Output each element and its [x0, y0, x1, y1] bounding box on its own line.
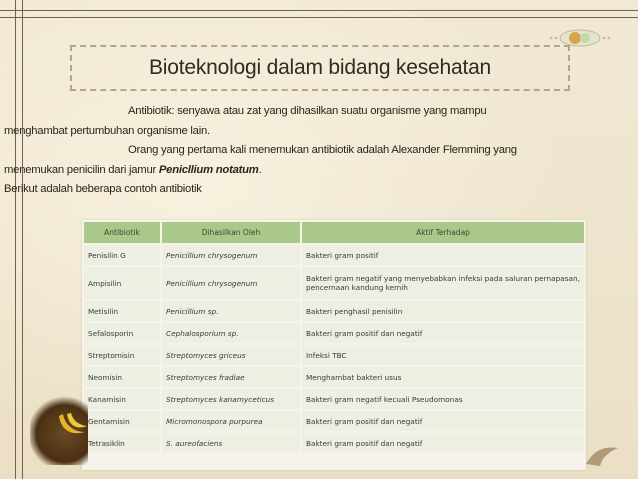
corner-ornament-icon [582, 440, 622, 468]
paragraph-text: . [258, 163, 262, 176]
active-against-cell: Bakteri gram positif [302, 245, 584, 265]
title-box [70, 45, 570, 91]
frame-horizontal-line [0, 17, 638, 18]
antibiotic-table [82, 220, 586, 470]
table-row [84, 267, 584, 299]
antibiotic-cell: Ampisilin [84, 267, 160, 299]
active-against-cell: Bakteri gram positif dan negatif [302, 323, 584, 343]
producer-cell: Penicillium chrysogenum [162, 267, 300, 299]
producer-cell: Streptomyces griceus [162, 345, 300, 365]
table-row [84, 245, 584, 265]
frame-horizontal-line [0, 10, 638, 11]
active-against-cell: Bakteri gram positif dan negatif [302, 433, 584, 453]
antibiotic-cell: Neomisin [84, 367, 160, 387]
table-row [84, 367, 584, 387]
active-against-cell: Bakteri gram negatif kecuali Pseudomonas [302, 389, 584, 409]
active-against-cell: Bakteri gram positif dan negatif [302, 411, 584, 431]
paragraph-line: Orang yang pertama kali menemukan antibiotik adalah Alexander Flemming yang [128, 144, 517, 156]
body-text [4, 102, 626, 200]
active-against-cell: Bakteri gram negatif yang menyebabkan infeksi pada saluran pernapasan, pencernaan kandung kemih [302, 267, 584, 299]
table-row [84, 433, 584, 453]
paragraph-text: menemukan penicilin dari jamur [4, 163, 159, 176]
column-header: Aktif Terhadap [302, 222, 584, 243]
banana-logo-icon [55, 410, 89, 440]
active-against-cell: Bakteri penghasil penisilin [302, 301, 584, 321]
active-against-cell: Menghambat bakteri usus [302, 367, 584, 387]
paragraph-line [4, 161, 626, 181]
producer-cell: Cephalosporium sp. [162, 323, 300, 343]
paragraph-line: menghambat pertumbuhan organisme lain. [4, 124, 210, 137]
species-name: Penicllium notatum [158, 163, 259, 176]
frame-vertical-line-inner [22, 0, 23, 479]
antibiotic-cell: Gentamisin [84, 411, 160, 431]
antibiotic-cell: Sefalosporin [84, 323, 160, 343]
active-against-cell: Infeksi TBC [302, 345, 584, 365]
producer-cell: S. aureofaciens [162, 433, 300, 453]
table-row [84, 301, 584, 321]
table-row [84, 411, 584, 431]
producer-cell: Penicillium chrysogenum [162, 245, 300, 265]
frame-vertical-line [15, 0, 16, 479]
producer-cell: Penicillium sp. [162, 301, 300, 321]
column-header: Dihasilkan Oleh [162, 222, 300, 243]
producer-cell: Streptomyces kanamyceticus [162, 389, 300, 409]
paragraph-line: Antibiotik: senyawa atau zat yang dihasilkan suatu organisme yang mampu [128, 105, 487, 117]
column-header: Antibiotik [84, 222, 160, 243]
table-row [84, 345, 584, 365]
table-row [84, 389, 584, 409]
antibiotic-cell: Streptomisin [84, 345, 160, 365]
antibiotic-cell: Metisilin [84, 301, 160, 321]
examples-intro: Berikut adalah beberapa contoh antibiotik [4, 183, 202, 195]
table-row [84, 323, 584, 343]
antibiotic-cell: Penisilin G [84, 245, 160, 265]
antibiotic-cell: Kanamisin [84, 389, 160, 409]
producer-cell: Micromonospora purpurea [162, 411, 300, 431]
producer-cell: Streptomyces fradiae [162, 367, 300, 387]
slide-title: Bioteknologi dalam bidang kesehatan [148, 56, 492, 79]
antibiotic-cell: Tetrasiklin [84, 433, 160, 453]
